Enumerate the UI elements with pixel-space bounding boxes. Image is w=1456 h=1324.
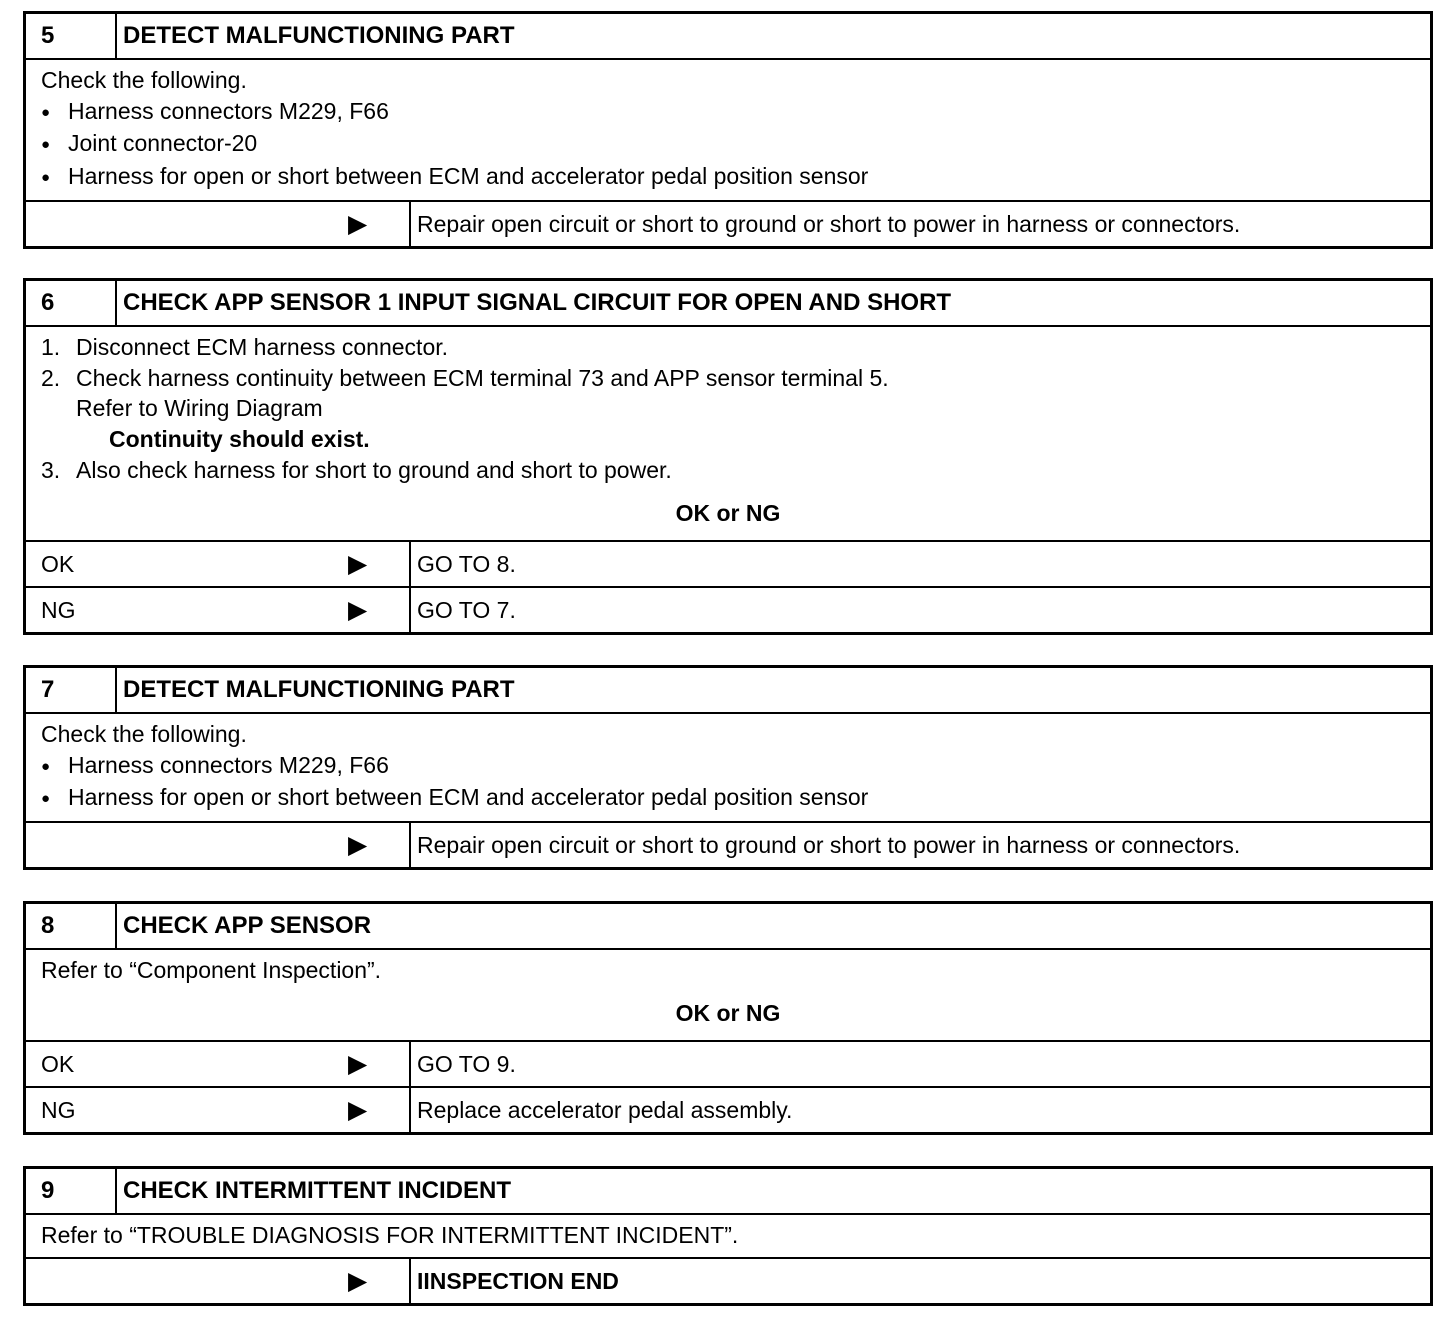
result-text: IINSPECTION END [417, 1267, 619, 1294]
arrow-right-icon: ▶ [348, 550, 368, 579]
step-body [26, 1215, 1430, 1257]
item-text: Check harness continuity between ECM terminal 73 and APP sensor terminal 5. [76, 364, 889, 391]
numbered-item [41, 332, 1415, 363]
ng-label-text: NG [41, 1097, 76, 1124]
bullet-item: ● Harness connectors M229, F66 [41, 750, 1415, 783]
ok-row [26, 540, 1430, 586]
refer-text: Refer to Wiring Diagram [76, 395, 323, 422]
arrow-right-icon: ▶ [348, 1050, 368, 1079]
ok-row [26, 1040, 1430, 1086]
ng-label [26, 588, 411, 632]
numbered-item [41, 363, 1415, 394]
ok-label [26, 542, 411, 586]
result-label-cell [26, 823, 411, 867]
result-row [26, 200, 1430, 246]
step-number: 9 [26, 1169, 117, 1213]
ng-row [26, 1086, 1430, 1132]
result-label-cell [26, 202, 411, 246]
step-header [26, 1169, 1430, 1215]
result-row [26, 1257, 1430, 1303]
step-title: CHECK APP SENSOR 1 INPUT SIGNAL CIRCUIT FOR OPEN AND SHORT [123, 289, 952, 316]
result-text: Repair open circuit or short to ground or short to power in harness or connectors. [417, 210, 1241, 237]
step-header [26, 668, 1430, 714]
ng-label [26, 1088, 411, 1132]
ok-or-ng-heading: OK or NG [675, 499, 781, 526]
item-number: 1. [41, 334, 61, 360]
step-7 [23, 665, 1433, 870]
ok-result: GO TO 8. [417, 551, 516, 578]
ok-result: GO TO 9. [417, 1051, 516, 1078]
step-body [26, 327, 1430, 540]
ng-row [26, 586, 1430, 632]
item-text: Disconnect ECM harness connector. [76, 334, 449, 360]
step-header [26, 904, 1430, 950]
ok-label [26, 1042, 411, 1086]
arrow-right-icon: ▶ [348, 596, 368, 625]
ng-label-text: NG [41, 597, 76, 624]
step-title: CHECK INTERMITTENT INCIDENT [123, 1177, 511, 1204]
step-header [26, 14, 1430, 60]
arrow-right-icon: ▶ [348, 1096, 368, 1125]
arrow-right-icon: ▶ [348, 1266, 368, 1295]
step-number: 8 [26, 904, 117, 948]
step-header [26, 281, 1430, 327]
bullet-item: ● Harness connectors M229, F66 [41, 96, 1415, 129]
bullet-item: ● Joint connector-20 [41, 128, 1415, 161]
item-number: 2. [41, 364, 61, 391]
result-text: Repair open circuit or short to ground or short to power in harness or connectors. [417, 832, 1241, 859]
result-row [26, 821, 1430, 867]
step-number: 6 [26, 281, 117, 325]
ng-result: GO TO 7. [417, 597, 516, 624]
numbered-item [41, 455, 1415, 486]
step-number: 7 [26, 668, 117, 712]
step-title: CHECK APP SENSOR [123, 912, 372, 939]
step-9 [23, 1166, 1433, 1306]
step-intro: Check the following. [41, 67, 247, 93]
step-body [26, 714, 1430, 821]
step-number: 5 [26, 14, 117, 58]
continuity-note: Continuity should exist. [109, 426, 370, 453]
ng-result: Replace accelerator pedal assembly. [417, 1097, 793, 1124]
step-5 [23, 11, 1433, 249]
item-number: 3. [41, 456, 61, 483]
result-label-cell [26, 1259, 411, 1303]
bullet-item: ● Harness for open or short between ECM and accelerator pedal position sensor [41, 782, 1415, 815]
step-title: DETECT MALFUNCTIONING PART [123, 22, 515, 49]
step-intro: Refer to “Component Inspection”. [41, 957, 382, 983]
step-body [26, 950, 1430, 1040]
item-text: Also check harness for short to ground and short to power. [76, 456, 672, 483]
step-intro: Refer to “TROUBLE DIAGNOSIS FOR INTERMITTENT INCIDENT”. [41, 1222, 739, 1248]
step-intro: Check the following. [41, 721, 247, 747]
ok-label-text: OK [41, 1051, 75, 1078]
ok-label-text: OK [41, 551, 75, 578]
step-8 [23, 901, 1433, 1135]
arrow-right-icon: ▶ [348, 831, 368, 860]
ok-or-ng-heading: OK or NG [675, 999, 781, 1026]
step-title: DETECT MALFUNCTIONING PART [123, 676, 515, 703]
bullet-item: ● Harness for open or short between ECM and accelerator pedal position sensor [41, 161, 1415, 194]
step-6 [23, 278, 1433, 635]
arrow-right-icon: ▶ [348, 209, 368, 238]
step-body [26, 60, 1430, 200]
